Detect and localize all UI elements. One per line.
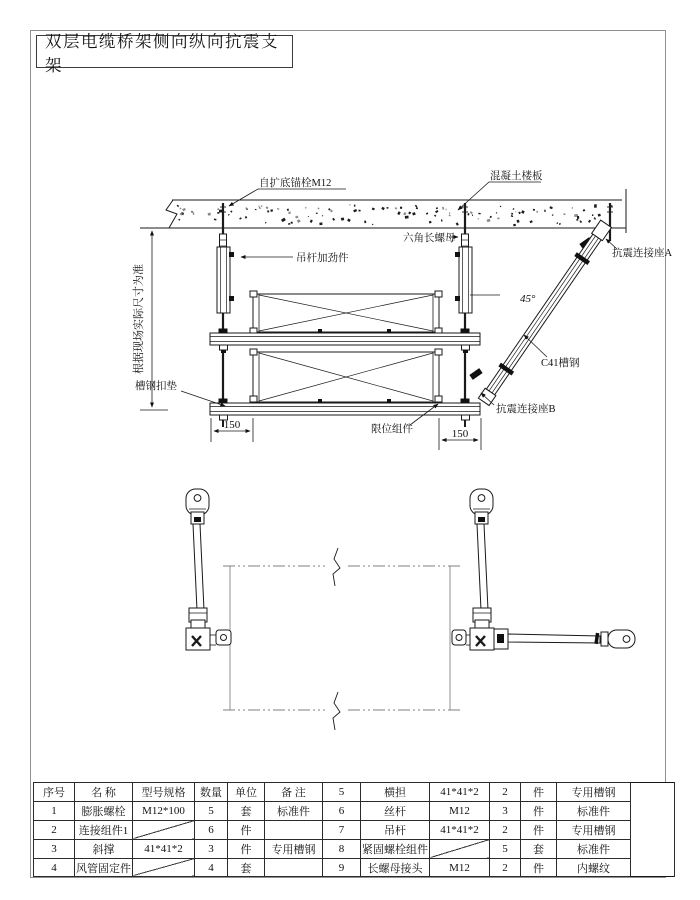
diagonal-brace [469, 219, 612, 406]
table-cell: 专用槽钢 [557, 820, 631, 839]
tray-outline-plan [223, 548, 462, 730]
break-mark-bottom [333, 692, 340, 730]
table-cell: 7 [323, 820, 361, 839]
anchor-bolt-label: 自扩底锚栓M12 [259, 178, 332, 189]
table-cell: 套 [228, 801, 265, 820]
plan-view [186, 489, 635, 730]
table-cell: 件 [228, 839, 265, 858]
table-cell: 连接组件1 [75, 820, 133, 839]
table-cell: 2 [34, 820, 75, 839]
drawing-title: 双层电缆桥架侧向纵向抗震支架 [45, 31, 279, 75]
table-cell: 吊杆 [361, 820, 430, 839]
table-cell: 2 [490, 783, 521, 802]
table-row [34, 858, 675, 877]
table-cell: 4 [195, 858, 228, 877]
concrete-slab [140, 189, 626, 233]
table-cell: 风管固定件 [75, 858, 133, 877]
header-cell: 备 注 [265, 783, 323, 802]
table-cell: 紧固螺栓组件 [361, 839, 430, 858]
right-rod-stiffener [459, 247, 472, 313]
dim-150-left [211, 418, 253, 442]
table-cell: 件 [521, 858, 557, 877]
parts-table [33, 782, 675, 877]
table-cell: 3 [34, 839, 75, 858]
table-row [34, 839, 675, 858]
table-cell: M12*100 [133, 801, 195, 820]
left-strut-plan [186, 489, 231, 650]
table-cell: 5 [323, 783, 361, 802]
table-cell: 1 [34, 801, 75, 820]
table-cell: 8 [323, 839, 361, 858]
table-cell: 膨胀螺栓 [75, 801, 133, 820]
upper-tray [250, 291, 442, 334]
seismic-seat-b-label: 抗震连接座B [496, 404, 556, 415]
header-cell: 序号 [34, 783, 75, 802]
break-mark-top [333, 548, 340, 586]
table-cell: 标准件 [265, 801, 323, 820]
title-box [36, 31, 293, 75]
left-rod-stiffener [217, 247, 230, 313]
lower-beam [210, 399, 480, 428]
seismic-seat-a-label: 抗震连接座A [612, 248, 673, 259]
table-cell [133, 820, 195, 839]
dim-left-label: 150 [223, 419, 241, 431]
table-cell: 41*41*2 [430, 820, 490, 839]
table-cell: 件 [521, 801, 557, 820]
c41-channel-label: C41槽钢 [541, 358, 580, 369]
hex-long-nut-label: 六角长螺母 [403, 233, 456, 244]
table-row [34, 783, 675, 802]
table-cell: 件 [521, 820, 557, 839]
table-cell: 4 [34, 858, 75, 877]
angle-45-label: 45° [520, 293, 536, 305]
table-cell [265, 820, 323, 839]
table-cell: 3 [490, 801, 521, 820]
table-cell: 5 [195, 801, 228, 820]
vertical-note-label: 根据现场实际尺寸为准 [133, 264, 145, 374]
table-cell: 内螺纹 [557, 858, 631, 877]
table-cell: 套 [521, 839, 557, 858]
table-cell [430, 839, 490, 858]
right-strut-plan [452, 489, 635, 650]
table-cell: 套 [228, 858, 265, 877]
table-row [34, 820, 675, 839]
table-cell: 标准件 [557, 839, 631, 858]
table-cell: 专用槽钢 [557, 783, 631, 802]
channel-pad-label: 槽钢扣垫 [135, 381, 177, 392]
brace-top-anchor [607, 203, 613, 241]
table-cell: 标准件 [557, 801, 631, 820]
left-hanger-rod [217, 203, 234, 416]
table-cell: 41*41*2 [133, 839, 195, 858]
table-cell: 6 [323, 801, 361, 820]
table-row [34, 801, 675, 820]
table-cell: 横担 [361, 783, 430, 802]
section-view [131, 169, 672, 450]
table-cell: 6 [195, 820, 228, 839]
table-cell: M12 [430, 801, 490, 820]
header-cell: 型号规格 [133, 783, 195, 802]
table-cell: 专用槽钢 [265, 839, 323, 858]
table-cell: M12 [430, 858, 490, 877]
table-cell: 长螺母接头 [361, 858, 430, 877]
header-cell: 数量 [195, 783, 228, 802]
table-cell: 斜撑 [75, 839, 133, 858]
header-cell: 单位 [228, 783, 265, 802]
table-cell [631, 783, 675, 877]
table-cell [265, 858, 323, 877]
table-cell: 3 [195, 839, 228, 858]
limit-assembly-label: 限位组件 [371, 424, 413, 435]
concrete-speckles [177, 204, 613, 226]
parts-table-body [34, 783, 675, 877]
table-cell: 件 [228, 820, 265, 839]
rod-stiffener-label: 吊杆加劲件 [296, 253, 349, 264]
table-cell: 2 [490, 820, 521, 839]
dim-right-label: 150 [451, 428, 469, 440]
table-cell: 41*41*2 [430, 783, 490, 802]
table-cell: 丝杆 [361, 801, 430, 820]
table-cell [133, 858, 195, 877]
header-cell: 名 称 [75, 783, 133, 802]
table-cell: 2 [490, 858, 521, 877]
table-cell: 5 [490, 839, 521, 858]
table-cell: 9 [323, 858, 361, 877]
lower-tray [250, 349, 442, 402]
concrete-slab-label: 混凝土楼板 [490, 171, 543, 182]
dim-150-right [439, 418, 481, 450]
table-cell: 件 [521, 783, 557, 802]
